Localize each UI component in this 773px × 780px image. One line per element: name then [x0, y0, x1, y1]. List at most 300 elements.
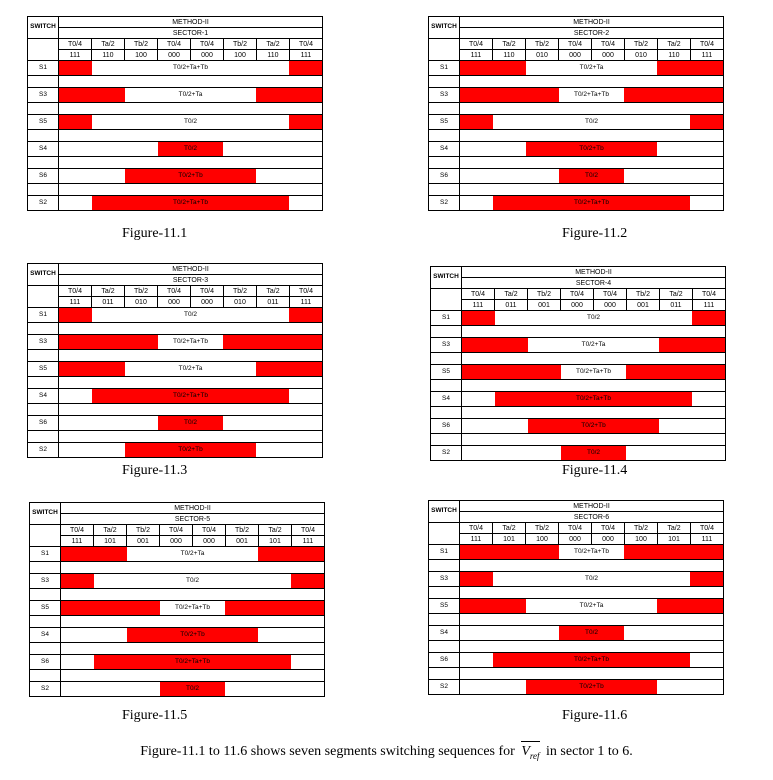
- switch-row: [28, 416, 323, 431]
- vector-label: 000: [592, 534, 625, 545]
- switch-name: S6: [431, 419, 462, 434]
- interval-label: T0/4: [691, 39, 724, 50]
- switch-row: [429, 572, 724, 587]
- switch-row: [429, 169, 724, 184]
- spacer-cell: [462, 407, 726, 419]
- interval-label: Tb/2: [125, 286, 158, 297]
- interval-label: Ta/2: [92, 286, 125, 297]
- spacer-cell: [431, 380, 462, 392]
- switch-row: [431, 338, 726, 353]
- vector-label: 101: [94, 536, 127, 547]
- on-duration-label: T0/2+Ta: [579, 63, 604, 71]
- interval-label: Ta/2: [658, 523, 691, 534]
- spacer-cell: [462, 326, 726, 338]
- vector-label: 000: [594, 300, 627, 311]
- figure-caption: Figure-11.5: [122, 708, 188, 723]
- interval-label: T0/4: [61, 525, 94, 536]
- vector-label: 001: [627, 300, 660, 311]
- interval-label: Tb/2: [526, 523, 559, 534]
- on-duration-label: T0/2: [584, 171, 598, 179]
- switch-timeline: [460, 599, 724, 614]
- switch-timeline: [61, 628, 325, 643]
- switch-name: S5: [30, 601, 61, 616]
- switch-timeline: [59, 362, 323, 377]
- spacer-cell: [460, 130, 724, 142]
- vector-label: 011: [495, 300, 528, 311]
- interval-label: T0/4: [290, 286, 323, 297]
- switch-row: [28, 61, 323, 76]
- interval-label: Ta/2: [495, 289, 528, 300]
- vector-label: 010: [224, 297, 257, 308]
- interval-label: Tb/2: [526, 39, 559, 50]
- switch-name: S4: [429, 626, 460, 641]
- switch-name: S2: [429, 680, 460, 695]
- spacer-cell: [59, 431, 323, 443]
- interval-label: T0/4: [691, 523, 724, 534]
- switch-row: [30, 547, 325, 562]
- vector-label: 000: [559, 50, 592, 61]
- interval-label: Tb/2: [528, 289, 561, 300]
- switch-name: S3: [30, 574, 61, 589]
- spacer-cell: [61, 670, 325, 682]
- switch-name: S4: [30, 628, 61, 643]
- spacer-cell: [59, 103, 323, 115]
- interval-label: T0/4: [191, 39, 224, 50]
- switching-figure-6: [428, 500, 724, 695]
- switch-row: [429, 88, 724, 103]
- switch-row: [30, 655, 325, 670]
- on-duration-label: T0/2: [586, 448, 600, 456]
- switch-name: S2: [429, 196, 460, 211]
- switch-timeline: [59, 308, 323, 323]
- interval-label: Tb/2: [226, 525, 259, 536]
- vector-label: 111: [693, 300, 726, 311]
- vector-label: 000: [158, 297, 191, 308]
- figure-caption: Figure-11.2: [562, 226, 628, 241]
- sector-title: SECTOR-6: [460, 512, 724, 523]
- switch-header: SWITCH: [30, 503, 61, 525]
- spacer-cell: [460, 184, 724, 196]
- switch-name: S6: [28, 416, 59, 431]
- header-blank: [429, 523, 460, 545]
- sector-title: SECTOR-5: [61, 514, 325, 525]
- switch-name: S2: [431, 446, 462, 461]
- switch-row: [431, 446, 726, 461]
- on-duration-label: T0/2+Ta+Tb: [174, 657, 211, 665]
- switch-timeline: [59, 88, 323, 103]
- switch-timeline: [59, 61, 323, 76]
- interval-label: Ta/2: [94, 525, 127, 536]
- vector-label: 100: [526, 534, 559, 545]
- method-title: METHOD-II: [59, 264, 323, 275]
- spacer-cell: [429, 157, 460, 169]
- interval-label: Ta/2: [259, 525, 292, 536]
- on-duration-label: T0/2+Ta: [579, 601, 604, 609]
- on-duration-label: T0/2+Ta+Tb: [174, 603, 211, 611]
- spacer-cell: [59, 323, 323, 335]
- interval-label: T0/4: [462, 289, 495, 300]
- switch-row: [28, 308, 323, 323]
- spacer-cell: [28, 323, 59, 335]
- vector-label: 111: [59, 297, 92, 308]
- interval-label: T0/4: [193, 525, 226, 536]
- vector-label: 100: [625, 534, 658, 545]
- spacer-cell: [59, 350, 323, 362]
- method-title: METHOD-II: [460, 17, 724, 28]
- on-duration-label: T0/2+Tb: [180, 630, 205, 638]
- switch-timeline: [460, 88, 724, 103]
- switch-name: S6: [30, 655, 61, 670]
- on-duration-label: T0/2+Tb: [579, 144, 604, 152]
- interval-label: T0/4: [158, 286, 191, 297]
- spacer-cell: [460, 614, 724, 626]
- spacer-cell: [462, 380, 726, 392]
- switch-timeline: [59, 416, 323, 431]
- spacer-cell: [28, 377, 59, 389]
- switch-timeline: [460, 653, 724, 668]
- interval-label: T0/4: [59, 286, 92, 297]
- switch-row: [429, 545, 724, 560]
- on-duration-label: T0/2+Ta+Tb: [172, 391, 209, 399]
- switch-row: [431, 365, 726, 380]
- vector-label: 111: [290, 297, 323, 308]
- on-duration-label: T0/2: [185, 576, 199, 584]
- vector-label: 111: [462, 300, 495, 311]
- switch-timeline: [61, 574, 325, 589]
- switch-row: [429, 115, 724, 130]
- interval-label: Ta/2: [257, 39, 290, 50]
- switch-header: SWITCH: [431, 267, 462, 289]
- interval-label: Ta/2: [92, 39, 125, 50]
- switch-timeline: [59, 142, 323, 157]
- switch-timeline: [61, 601, 325, 616]
- switch-name: S1: [429, 545, 460, 560]
- switching-figure-2: [428, 16, 724, 211]
- switch-name: S2: [28, 443, 59, 458]
- vector-label: 111: [292, 536, 325, 547]
- switch-row: [30, 601, 325, 616]
- spacer-cell: [429, 560, 460, 572]
- switch-timeline: [460, 115, 724, 130]
- interval-label: Ta/2: [658, 39, 691, 50]
- switch-timeline: [460, 572, 724, 587]
- on-duration-label: T0/2: [183, 144, 197, 152]
- interval-label: Ta/2: [493, 39, 526, 50]
- switch-row: [429, 626, 724, 641]
- switch-row: [429, 599, 724, 614]
- spacer-cell: [28, 130, 59, 142]
- spacer-cell: [30, 589, 61, 601]
- spacer-cell: [429, 614, 460, 626]
- spacer-cell: [429, 641, 460, 653]
- spacer-cell: [59, 184, 323, 196]
- vector-label: 110: [658, 50, 691, 61]
- header-blank: [429, 39, 460, 61]
- switch-timeline: [59, 115, 323, 130]
- on-duration-label: T0/2+Ta+Tb: [172, 198, 209, 206]
- spacer-cell: [28, 404, 59, 416]
- switch-header: SWITCH: [28, 17, 59, 39]
- spacer-cell: [431, 326, 462, 338]
- switch-name: S3: [429, 88, 460, 103]
- switch-header: SWITCH: [429, 501, 460, 523]
- switch-timeline: [462, 419, 726, 434]
- on-duration-label: T0/2: [586, 313, 600, 321]
- on-duration-label: T0/2: [183, 310, 197, 318]
- on-duration-label: T0/2+Ta+Tb: [172, 337, 209, 345]
- header-blank: [28, 286, 59, 308]
- spacer-cell: [460, 641, 724, 653]
- vector-label: 001: [226, 536, 259, 547]
- sector-title: SECTOR-1: [59, 28, 323, 39]
- switch-timeline: [460, 169, 724, 184]
- switch-timeline: [462, 338, 726, 353]
- switch-name: S1: [28, 308, 59, 323]
- interval-label: Tb/2: [627, 289, 660, 300]
- switch-row: [429, 61, 724, 76]
- switch-name: S1: [28, 61, 59, 76]
- switch-name: S1: [30, 547, 61, 562]
- vector-label: 101: [658, 534, 691, 545]
- spacer-cell: [460, 587, 724, 599]
- switch-timeline: [61, 682, 325, 697]
- vector-label: 011: [660, 300, 693, 311]
- interval-label: T0/4: [561, 289, 594, 300]
- spacer-cell: [429, 130, 460, 142]
- vector-label: 110: [92, 50, 125, 61]
- switch-name: S5: [28, 115, 59, 130]
- vref-symbol: $V_{ref}$: [521, 744, 539, 761]
- interval-label: Tb/2: [625, 39, 658, 50]
- switching-figure-3: [27, 263, 323, 458]
- vector-label: 000: [191, 297, 224, 308]
- vector-label: 001: [127, 536, 160, 547]
- switch-timeline: [462, 365, 726, 380]
- vector-label: 010: [625, 50, 658, 61]
- vector-label: 111: [691, 534, 724, 545]
- spacer-cell: [460, 103, 724, 115]
- switch-row: [30, 628, 325, 643]
- on-duration-label: T0/2+Tb: [579, 682, 604, 690]
- spacer-cell: [61, 562, 325, 574]
- switching-figure-1: [27, 16, 323, 211]
- switch-row: [28, 88, 323, 103]
- interval-label: T0/4: [592, 39, 625, 50]
- on-duration-label: T0/2+Ta: [178, 364, 203, 372]
- switch-row: [28, 389, 323, 404]
- method-title: METHOD-II: [460, 501, 724, 512]
- header-blank: [431, 289, 462, 311]
- vector-label: 000: [592, 50, 625, 61]
- on-duration-label: T0/2: [584, 117, 598, 125]
- interval-label: Ta/2: [660, 289, 693, 300]
- switch-name: S3: [28, 335, 59, 350]
- switch-row: [28, 115, 323, 130]
- spacer-cell: [431, 434, 462, 446]
- spacer-cell: [28, 431, 59, 443]
- switch-name: S3: [431, 338, 462, 353]
- vector-label: 010: [125, 297, 158, 308]
- on-duration-label: T0/2: [183, 117, 197, 125]
- switch-timeline: [59, 389, 323, 404]
- spacer-cell: [59, 130, 323, 142]
- header-blank: [30, 525, 61, 547]
- interval-label: T0/4: [693, 289, 726, 300]
- switch-header: SWITCH: [429, 17, 460, 39]
- spacer-cell: [431, 407, 462, 419]
- vector-label: 111: [290, 50, 323, 61]
- vector-label: 011: [92, 297, 125, 308]
- spacer-cell: [59, 377, 323, 389]
- vector-label: 110: [493, 50, 526, 61]
- on-duration-label: T0/2+Ta+Tb: [575, 394, 612, 402]
- switch-name: S6: [429, 169, 460, 184]
- interval-label: T0/4: [460, 523, 493, 534]
- switch-row: [28, 443, 323, 458]
- on-duration-label: T0/2+Ta+Tb: [573, 655, 610, 663]
- switch-name: S5: [429, 115, 460, 130]
- interval-label: T0/4: [592, 523, 625, 534]
- switch-name: S4: [28, 142, 59, 157]
- spacer-cell: [28, 103, 59, 115]
- interval-label: T0/4: [160, 525, 193, 536]
- vector-label: 001: [528, 300, 561, 311]
- on-duration-label: T0/2+Tb: [581, 421, 606, 429]
- switch-timeline: [61, 655, 325, 670]
- interval-label: Tb/2: [127, 525, 160, 536]
- switch-row: [431, 392, 726, 407]
- switch-timeline: [59, 443, 323, 458]
- vector-label: 010: [526, 50, 559, 61]
- switch-row: [28, 196, 323, 211]
- spacer-cell: [460, 560, 724, 572]
- on-duration-label: T0/2+Ta+Tb: [573, 547, 610, 555]
- switch-name: S6: [429, 653, 460, 668]
- switch-name: S3: [28, 88, 59, 103]
- switch-row: [429, 142, 724, 157]
- switch-name: S4: [429, 142, 460, 157]
- switch-timeline: [462, 311, 726, 326]
- on-duration-label: T0/2+Ta: [581, 340, 606, 348]
- switch-row: [429, 653, 724, 668]
- spacer-cell: [28, 350, 59, 362]
- figure-caption: Figure-11.3: [122, 463, 188, 478]
- vector-label: 100: [224, 50, 257, 61]
- switch-name: S5: [28, 362, 59, 377]
- spacer-cell: [61, 589, 325, 601]
- spacer-cell: [28, 76, 59, 88]
- figure-caption: Figure-11.1: [122, 226, 188, 241]
- spacer-cell: [28, 157, 59, 169]
- switch-timeline: [61, 547, 325, 562]
- sector-title: SECTOR-4: [462, 278, 726, 289]
- interval-label: T0/4: [290, 39, 323, 50]
- switch-timeline: [460, 196, 724, 211]
- on-duration-label: T0/2: [584, 628, 598, 636]
- vector-label: 111: [61, 536, 94, 547]
- method-title: METHOD-II: [59, 17, 323, 28]
- switch-header: SWITCH: [28, 264, 59, 286]
- spacer-cell: [462, 353, 726, 365]
- switch-row: [431, 311, 726, 326]
- interval-label: Tb/2: [224, 286, 257, 297]
- spacer-cell: [30, 670, 61, 682]
- interval-label: Tb/2: [224, 39, 257, 50]
- footer-text-after: in sector 1 to 6.: [546, 744, 633, 759]
- vector-label: 111: [460, 50, 493, 61]
- vector-label: 110: [257, 50, 290, 61]
- spacer-cell: [59, 76, 323, 88]
- vector-label: 000: [158, 50, 191, 61]
- switch-name: S6: [28, 169, 59, 184]
- switch-timeline: [460, 680, 724, 695]
- interval-label: T0/4: [559, 523, 592, 534]
- interval-label: T0/4: [559, 39, 592, 50]
- on-duration-label: T0/2+Ta: [178, 90, 203, 98]
- vector-label: 000: [561, 300, 594, 311]
- footer-caption: [0, 744, 773, 761]
- spacer-cell: [30, 562, 61, 574]
- switch-name: S5: [431, 365, 462, 380]
- switch-name: S1: [429, 61, 460, 76]
- on-duration-label: T0/2+Ta+Tb: [573, 198, 610, 206]
- interval-label: T0/4: [158, 39, 191, 50]
- switch-name: S4: [28, 389, 59, 404]
- switch-timeline: [460, 142, 724, 157]
- header-blank: [28, 39, 59, 61]
- vector-label: 111: [460, 534, 493, 545]
- switch-name: S3: [429, 572, 460, 587]
- vector-label: 011: [257, 297, 290, 308]
- switch-name: S5: [429, 599, 460, 614]
- spacer-cell: [429, 184, 460, 196]
- figure-caption: Figure-11.4: [562, 463, 628, 478]
- spacer-cell: [429, 668, 460, 680]
- spacer-cell: [30, 643, 61, 655]
- switch-name: S2: [30, 682, 61, 697]
- switch-timeline: [460, 545, 724, 560]
- vector-label: 000: [193, 536, 226, 547]
- on-duration-label: T0/2+Ta+Tb: [573, 90, 610, 98]
- switching-figure-5: [29, 502, 325, 697]
- footer-text-before: Figure-11.1 to 11.6 shows seven segments switching sequences for: [140, 744, 515, 759]
- spacer-cell: [61, 616, 325, 628]
- switching-figure-4: [430, 266, 726, 461]
- spacer-cell: [460, 668, 724, 680]
- interval-label: T0/4: [191, 286, 224, 297]
- vector-label: 100: [125, 50, 158, 61]
- vector-label: 000: [160, 536, 193, 547]
- interval-label: Tb/2: [125, 39, 158, 50]
- switch-row: [429, 196, 724, 211]
- vector-label: 111: [691, 50, 724, 61]
- interval-label: T0/4: [59, 39, 92, 50]
- switch-name: S4: [431, 392, 462, 407]
- spacer-cell: [460, 157, 724, 169]
- switch-timeline: [462, 392, 726, 407]
- method-title: METHOD-II: [462, 267, 726, 278]
- vector-label: 101: [259, 536, 292, 547]
- interval-label: Ta/2: [257, 286, 290, 297]
- switch-row: [431, 419, 726, 434]
- vector-label: 111: [59, 50, 92, 61]
- spacer-cell: [460, 76, 724, 88]
- spacer-cell: [59, 157, 323, 169]
- vector-label: 101: [493, 534, 526, 545]
- figure-caption: Figure-11.6: [562, 708, 628, 723]
- switch-row: [28, 362, 323, 377]
- spacer-cell: [28, 184, 59, 196]
